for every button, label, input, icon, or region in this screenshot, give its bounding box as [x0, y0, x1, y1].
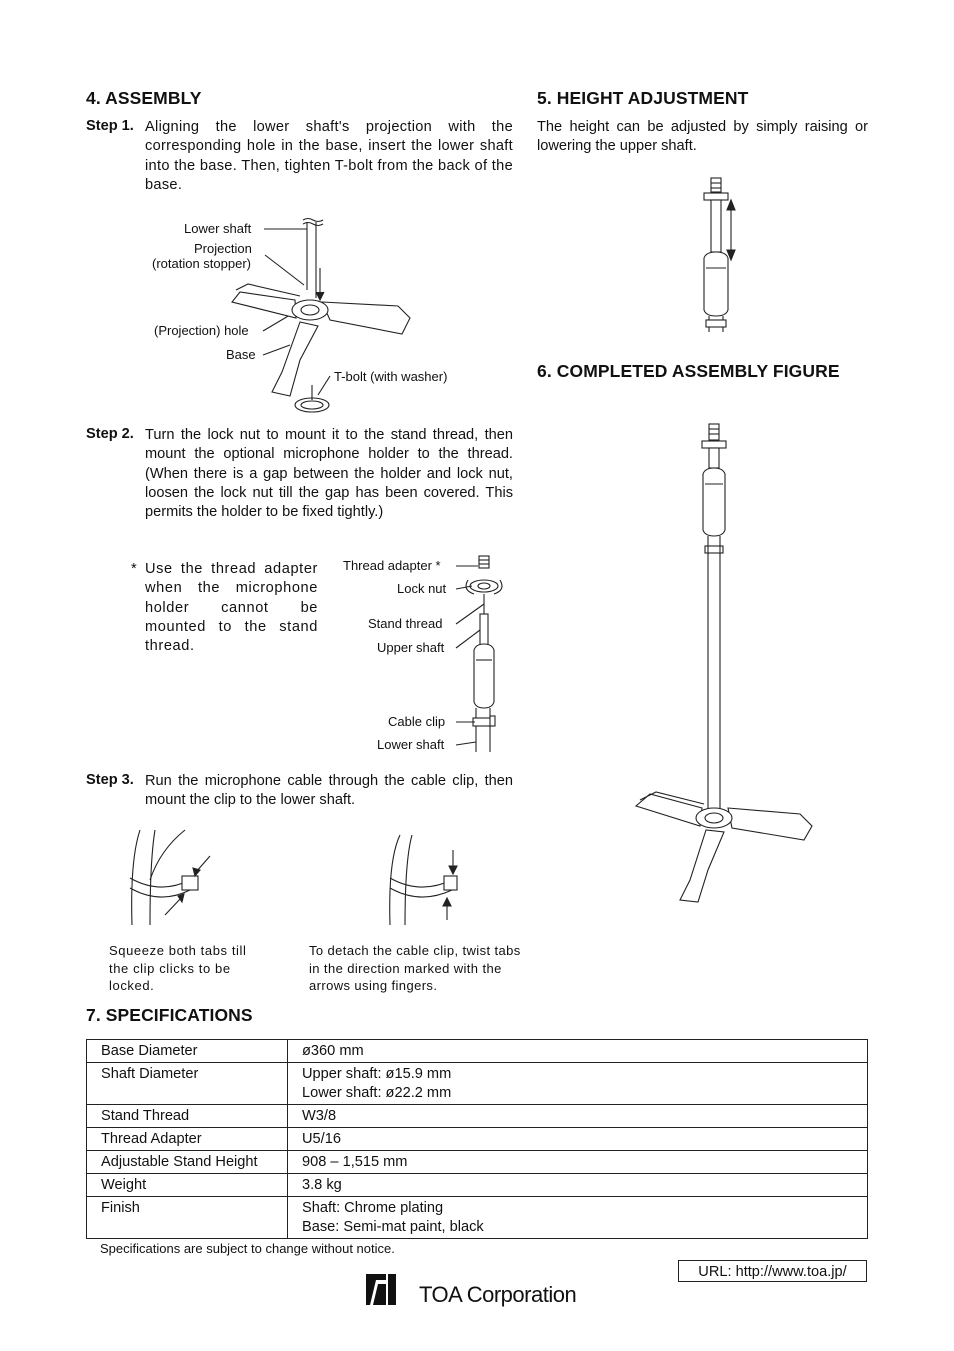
note-text: Use the thread adapter when the microphone holder cannot be mounted to the stand thread.: [145, 561, 318, 655]
spec-value-line: Base: Semi-mat paint, black: [302, 1219, 484, 1235]
spec-value-line: Upper shaft: ø15.9 mm: [302, 1066, 452, 1082]
spec-value-line: Shaft: Chrome plating: [302, 1200, 444, 1216]
spec-value-line: U5/16: [302, 1131, 341, 1147]
spec-value: [288, 1197, 868, 1239]
caption-squeeze: Squeeze both tabs till the clip clicks to be locked.: [109, 943, 247, 993]
spec-value-line: Lower shaft: ø22.2 mm: [302, 1085, 452, 1101]
height-heading: 5. HEIGHT ADJUSTMENT: [537, 88, 749, 108]
fig1-base-label: Base: [226, 347, 256, 362]
table-row: [87, 1105, 868, 1128]
fig2-stand-thread-label: Stand thread: [368, 616, 443, 631]
fig1-rotation-stopper-label: (rotation stopper): [152, 256, 251, 271]
fig1-projection-label: Projection: [194, 241, 252, 256]
fig1-projection-hole-label: (Projection) hole: [154, 323, 249, 338]
table-row: [87, 1151, 868, 1174]
fig2-lower-shaft-label: Lower shaft: [377, 737, 445, 752]
step1-label: Step 1.: [86, 118, 134, 134]
table-row: [87, 1197, 868, 1239]
caption-detach: To detach the cable clip, twist tabs in the direction marked with the arrows using fingers.: [309, 943, 521, 993]
specs-table: [86, 1039, 868, 1239]
step2-label: Step 2.: [86, 426, 134, 442]
table-row: [87, 1040, 868, 1063]
spec-key: Stand Thread: [87, 1105, 288, 1128]
spec-value: [288, 1105, 868, 1128]
step1-text: Aligning the lower shaft's projection with the corresponding hole in the base, insert the lower shaft into the base. Then, tighten T-bolt from the back of the base.: [145, 119, 513, 193]
spec-value: [288, 1151, 868, 1174]
spec-value: [288, 1063, 868, 1105]
brand-name: TOA Corporation: [419, 1282, 577, 1307]
spec-key: Finish: [87, 1197, 288, 1239]
table-row: [87, 1128, 868, 1151]
spec-key: Shaft Diameter: [87, 1063, 288, 1105]
url-box[interactable]: URL: http://www.toa.jp/: [678, 1260, 867, 1282]
spec-key: Adjustable Stand Height: [87, 1151, 288, 1174]
spec-value-line: 3.8 kg: [302, 1177, 342, 1193]
completed-heading: 6. COMPLETED ASSEMBLY FIGURE: [537, 361, 840, 381]
step3-label: Step 3.: [86, 772, 134, 788]
spec-value: [288, 1040, 868, 1063]
fig2-upper-shaft-label: Upper shaft: [377, 640, 445, 655]
spec-value: [288, 1128, 868, 1151]
fig1-lower-shaft-label: Lower shaft: [184, 221, 252, 236]
height-text: The height can be adjusted by simply raising or lowering the upper shaft.: [537, 119, 868, 155]
fig1-tbolt-label: T-bolt (with washer): [334, 369, 448, 384]
fig2-thread-adapter-label: Thread adapter *: [343, 558, 441, 573]
spec-key: Weight: [87, 1174, 288, 1197]
spec-value: [288, 1174, 868, 1197]
note-asterisk: *: [131, 561, 137, 577]
spec-key: Thread Adapter: [87, 1128, 288, 1151]
table-row: [87, 1174, 868, 1197]
spec-value-line: W3/8: [302, 1108, 337, 1124]
spec-value-line: 908 – 1,515 mm: [302, 1154, 408, 1170]
fig2-lock-nut-label: Lock nut: [397, 581, 447, 596]
spec-value-line: ø360 mm: [302, 1043, 364, 1059]
assembly-heading: 4. ASSEMBLY: [86, 88, 202, 108]
toa-logo-icon: [0, 0, 1, 1]
step2-text: Turn the lock nut to mount it to the stand thread, then mount the optional microphone holder to the thread. (When there is a gap between the holder and lock nut, loosen the lock nut till the gap has been covered. This permits the holder to be fixed tightly.): [145, 427, 513, 521]
fig2-cable-clip-label: Cable clip: [388, 714, 446, 729]
spec-key: Base Diameter: [87, 1040, 288, 1063]
specs-heading: 7. SPECIFICATIONS: [86, 1005, 253, 1025]
step3-text: Run the microphone cable through the cable clip, then mount the clip to the lower shaft.: [145, 773, 513, 809]
specs-note: Specifications are subject to change without notice.: [100, 1241, 395, 1256]
table-row: [87, 1063, 868, 1105]
